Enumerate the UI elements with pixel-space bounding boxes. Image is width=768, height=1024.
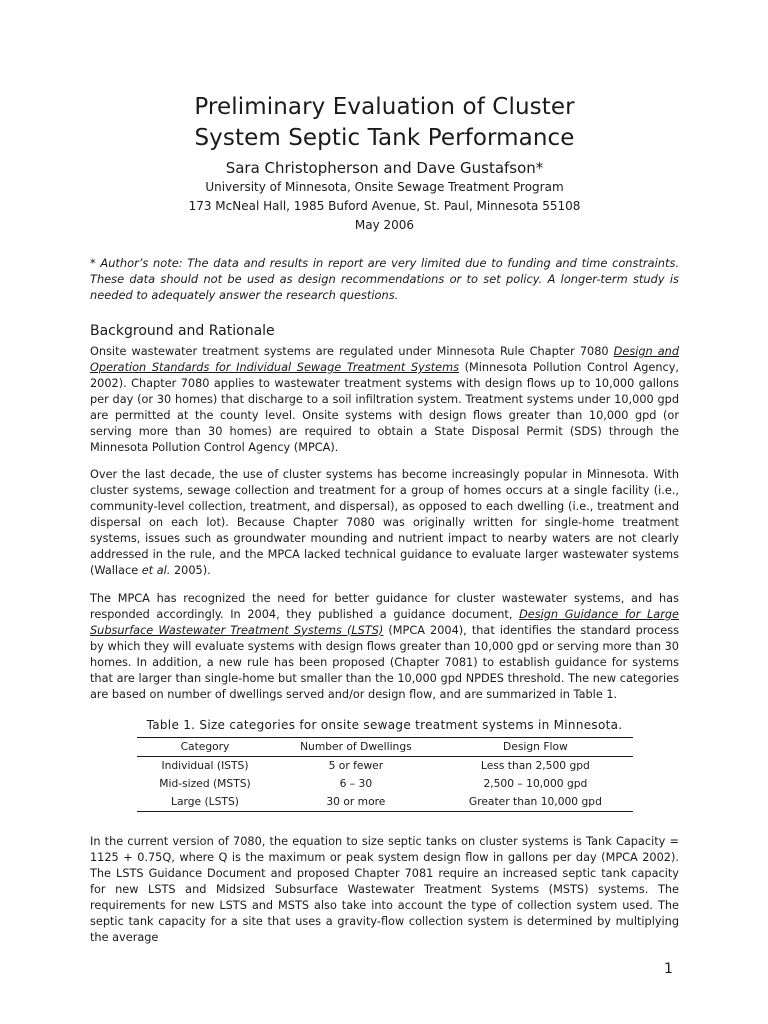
affiliation: University of Minnesota, Onsite Sewage Treatment Program bbox=[205, 180, 564, 194]
paragraph-3: The MPCA has recognized the need for better guidance for cluster wastewater systems, and has responded accordingly. In 2004, they published a guidance document, Design Guidance for Large Subsurface Wastewater Treatment Systems (LSTS) (MPCA 2004), that identifies the standard process by which they will evaluate systems with design flows greater than 10,000 gpd or serving more than 30 homes. In addition, a new rule has been proposed (Chapter 7081) to establish guidance for systems that are larger than single-home but smaller than the 10,000 gpd NPDES threshold. The new categories are based on number of dwellings served and/or design flow, and are summarized in Table 1. bbox=[90, 591, 680, 701]
paragraph-4: In the current version of 7080, the equation to size septic tanks on cluster systems is Tank Capacity = 1125 + 0.75Q, where Q is the maximum or peak system design flow in gallons per day (MPCA 2002). The LSTS Guidance Document and proposed Chapter 7081 require an increased septic tank capacity for new LSTS and Midsized Subsurface Wastewater Treatment Systems (MSTS) systems. The requirements for new LSTS and MSTS also take into account the type of collection system used. The septic tank capacity for a site that uses a gravity-flow collection system is determined by multiplying the average bbox=[90, 834, 679, 944]
table-row bbox=[137, 775, 633, 793]
table-cell: Greater than 10,000 gpd bbox=[438, 793, 632, 812]
table-row bbox=[137, 793, 633, 812]
publication-date: May 2006 bbox=[354, 218, 415, 232]
table-cell: Individual (ISTS) bbox=[161, 758, 249, 772]
table-caption: Table 1. Size categories for onsite sewage treatment systems in Minnesota. bbox=[146, 717, 623, 732]
paragraph-2: Over the last decade, the use of cluster systems has become increasingly popular in Minnesota. With cluster systems, sewage collection and treatment for a group of homes occurs at a single facility (i.e., community-level collection, treatment, and dispersal), as opposed to each dwelling (i.e., treatment and dispersal on each lot). Because Chapter 7080 was originally written for single-home treatment systems, issues such as groundwater mounding and nutrient impact to nearby waters are not clearly addressed in the rule, and the MPCA lacked technical guidance to evaluate larger wastewater systems (Wallace et al. 2005). bbox=[90, 468, 679, 578]
link-design-operation-standards[interactable]: Design and Operation Standards for Individual Sewage Treatment Systems bbox=[90, 345, 679, 374]
table-cell: Less than 2,500 gpd bbox=[480, 758, 590, 772]
document-page bbox=[90, 92, 679, 957]
link-design-guidance-lsts[interactable]: Design Guidance for Large Subsurface Wastewater Treatment Systems (LSTS) bbox=[90, 607, 679, 637]
section-heading: Background and Rationale bbox=[90, 323, 275, 339]
document-title bbox=[90, 92, 679, 154]
table-cell: 6 – 30 bbox=[339, 776, 373, 790]
author-note: * Author’s note: The data and results in report are very limited due to funding and time constraints. These data should not be used as design recommendations or to set policy. A longer-term study is needed to adequately answer the research questions. bbox=[90, 256, 679, 302]
paragraph-1: Onsite wastewater treatment systems are regulated under Minnesota Rule Chapter 7080 Design and Operation Standards for Individual Sewage Treatment Systems (Minnesota Pollution Control Agency, 2002). Chapter 7080 applies to wastewater treatment systems with design flows up to 10,000 gallons per day (or 30 homes) that discharge to a soil infiltration system. Treatment systems under 10,000 gpd are permitted at the county level. Onsite systems with design flows greater than 10,000 gpd (or serving more than 30 homes) are required to obtain a State Disposal Permit (SDS) through the Minnesota Pollution Control Agency (MPCA). bbox=[90, 345, 679, 454]
et-al: et al. bbox=[141, 564, 171, 578]
authors: Sara Christopherson and Dave Gustafson* bbox=[225, 159, 544, 177]
table-header-cell: Category bbox=[137, 737, 274, 756]
table-row bbox=[137, 756, 633, 775]
title-line-2: System Septic Tank Performance bbox=[194, 125, 575, 151]
table-header-cell: Number of Dwellings bbox=[273, 737, 438, 756]
table-header-row bbox=[137, 737, 633, 756]
table-cell: Large (LSTS) bbox=[137, 793, 274, 812]
size-categories-table bbox=[137, 737, 633, 812]
table-cell: 5 or fewer bbox=[328, 758, 384, 772]
address: 173 McNeal Hall, 1985 Buford Avenue, St. Paul, Minnesota 55108 bbox=[188, 199, 581, 213]
table-header-cell: Design Flow bbox=[438, 737, 632, 756]
table-cell: Mid-sized (MSTS) bbox=[159, 776, 251, 790]
table-cell: 30 or more bbox=[273, 793, 438, 812]
table-cell: 2,500 – 10,000 gpd bbox=[483, 776, 588, 790]
title-line-1: Preliminary Evaluation of Cluster bbox=[194, 94, 575, 120]
page-number: 1 bbox=[664, 961, 673, 977]
